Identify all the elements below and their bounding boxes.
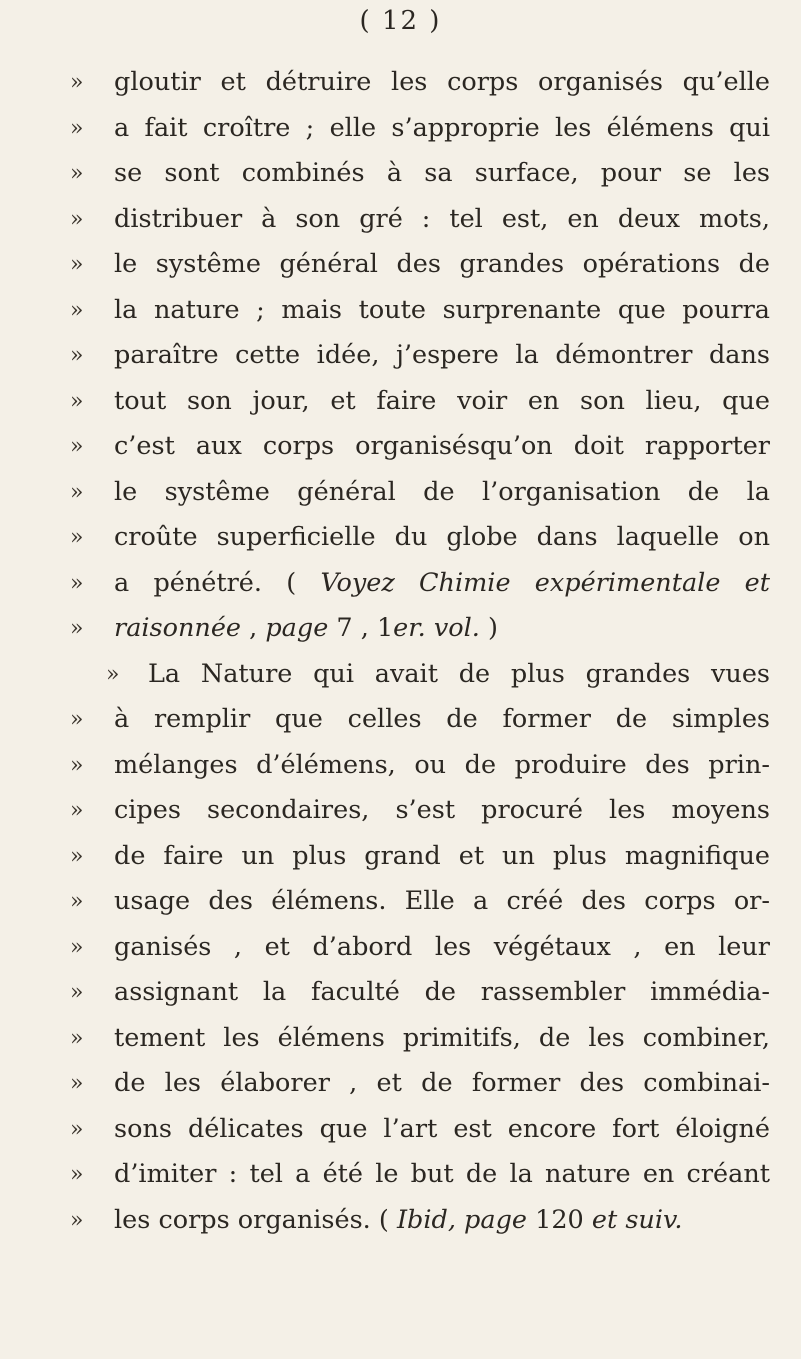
text-line <box>70 424 770 470</box>
quote-mark: » <box>70 1071 84 1096</box>
italic-run: page <box>265 613 329 643</box>
text-line <box>70 1198 770 1244</box>
line-text <box>114 743 770 789</box>
italic-run: er. vol. <box>393 613 480 643</box>
quote-mark: » <box>70 434 84 459</box>
text-run: la nature ; mais toute surprenante que pourra <box>114 294 770 325</box>
italic-run: et suiv. <box>591 1204 683 1235</box>
text-run: le systême général de l’organisation de la <box>114 476 770 507</box>
line-text <box>114 788 770 834</box>
line-text <box>114 1061 770 1107</box>
text-run: distribuer à son gré : tel est, en deux mots, <box>114 203 770 234</box>
text-run: tout son jour, et faire voir en son lieu, que <box>114 385 770 416</box>
line-text <box>114 925 770 971</box>
text-run: , <box>241 613 266 643</box>
line-text <box>114 470 770 516</box>
quote-mark: » <box>70 1116 84 1142</box>
line-text <box>114 197 770 243</box>
text-run: les corps organisés. ( <box>114 1204 397 1235</box>
quote-mark: » <box>70 479 84 505</box>
line-text <box>114 1198 770 1244</box>
text-run: tement les élémens primitifs, de les combiner, <box>114 1022 770 1053</box>
quote-mark: » <box>70 115 84 141</box>
text-run: le systême général des grandes opérations de <box>114 249 770 279</box>
text-line <box>70 1107 770 1153</box>
text-run: croûte superficielle du globe dans laquelle on <box>114 522 770 552</box>
line-text <box>114 1016 770 1062</box>
line-text <box>114 379 770 425</box>
text-run: 120 <box>526 1204 592 1235</box>
text-line <box>70 106 770 152</box>
text-run: gloutir et détruire les corps organisés qu’elle <box>114 67 770 97</box>
text-run: 7 , 1 <box>328 613 394 643</box>
text-run: a pénétré. ( <box>114 567 321 598</box>
quote-mark: » <box>70 934 84 960</box>
text-line <box>70 652 770 698</box>
quote-mark: » <box>70 980 84 1005</box>
line-text <box>114 288 770 334</box>
text-line <box>70 743 770 789</box>
text-run: de les élaborer , et de former des combinai- <box>114 1068 770 1098</box>
text-line <box>70 242 770 288</box>
line-text <box>114 561 770 607</box>
line-text <box>114 606 770 652</box>
text-line <box>70 834 770 880</box>
text-line <box>70 60 770 106</box>
text-run: paraître cette idée, j’espere la démontrer dans <box>114 340 770 370</box>
line-text <box>114 970 770 1016</box>
page-number: ( 12 ) <box>359 6 442 36</box>
quote-mark: » <box>106 661 120 687</box>
line-text <box>114 697 770 743</box>
quote-mark: » <box>70 1207 84 1233</box>
text-line <box>70 606 770 652</box>
quote-mark: » <box>70 570 84 596</box>
line-text <box>148 652 770 698</box>
text-line <box>70 697 770 743</box>
italic-run: raisonnée <box>114 613 242 643</box>
line-text <box>114 60 770 106</box>
line-text <box>114 879 770 925</box>
text-line <box>70 288 770 334</box>
quote-mark: » <box>70 297 84 323</box>
text-line <box>70 970 770 1016</box>
italic-run: Ibid, page <box>396 1204 527 1235</box>
text-run: d’imiter : tel a été le but de la nature en créant <box>114 1159 770 1189</box>
quote-mark: » <box>70 616 84 641</box>
line-text <box>114 834 770 880</box>
quote-mark: » <box>70 343 84 368</box>
text-line <box>70 197 770 243</box>
quote-mark: » <box>70 707 84 732</box>
line-text <box>114 333 770 379</box>
text-line <box>70 1152 770 1198</box>
quote-mark: » <box>70 752 84 778</box>
quote-mark: » <box>70 252 84 277</box>
quote-mark: » <box>70 70 84 95</box>
text-line <box>70 333 770 379</box>
line-text <box>114 151 770 197</box>
line-text <box>114 515 770 561</box>
text-run: usage des élémens. Elle a créé des corps or- <box>114 886 770 916</box>
text-run: à remplir que celles de former de simples <box>114 704 770 734</box>
text-run: ganisés , et d’abord les végétaux , en leur <box>114 931 770 962</box>
text-line <box>70 788 770 834</box>
quote-mark: » <box>70 388 84 414</box>
quote-mark: » <box>70 1025 84 1051</box>
quote-mark: » <box>70 1162 84 1187</box>
text-run: La Nature qui avait de plus grandes vues <box>148 658 770 689</box>
italic-run: Voyez Chimie expérimentale <box>320 567 721 598</box>
line-text <box>114 424 770 470</box>
text-run: sons délicates que l’art est encore fort éloigné <box>114 1113 770 1144</box>
quote-mark: » <box>70 798 84 823</box>
text-run: ) <box>479 613 498 643</box>
text-line <box>70 379 770 425</box>
text-line <box>70 925 770 971</box>
line-text <box>114 242 770 288</box>
quote-mark: » <box>70 206 84 232</box>
text-line <box>70 151 770 197</box>
text-run: assignant la faculté de rassembler immédia- <box>114 977 770 1007</box>
text-run: cipes secondaires, s’est procuré les moyens <box>114 795 770 825</box>
text-run: de faire un plus grand et un plus magnifique <box>114 840 770 871</box>
text-run: mélanges d’élémens, ou de produire des prin- <box>114 749 770 780</box>
text-line <box>70 1061 770 1107</box>
text-run: a fait croître ; elle s’approprie les élémens qui <box>114 112 770 143</box>
italic-run: et <box>744 567 771 598</box>
text-line <box>70 470 770 516</box>
text-run: c’est aux corps organisésqu’on doit rapporter <box>114 431 770 461</box>
line-text <box>114 106 770 152</box>
quote-mark: » <box>70 843 84 869</box>
text-run <box>720 568 744 598</box>
text-line <box>70 1016 770 1062</box>
text-run: se sont combinés à sa surface, pour se les <box>114 158 770 188</box>
line-text <box>114 1107 770 1153</box>
text-block <box>70 60 770 1243</box>
text-line <box>70 879 770 925</box>
text-line <box>70 561 770 607</box>
quote-mark: » <box>70 161 84 186</box>
line-text <box>114 1152 770 1198</box>
text-line <box>70 515 770 561</box>
quote-mark: » <box>70 525 84 550</box>
quote-mark: » <box>70 889 84 914</box>
